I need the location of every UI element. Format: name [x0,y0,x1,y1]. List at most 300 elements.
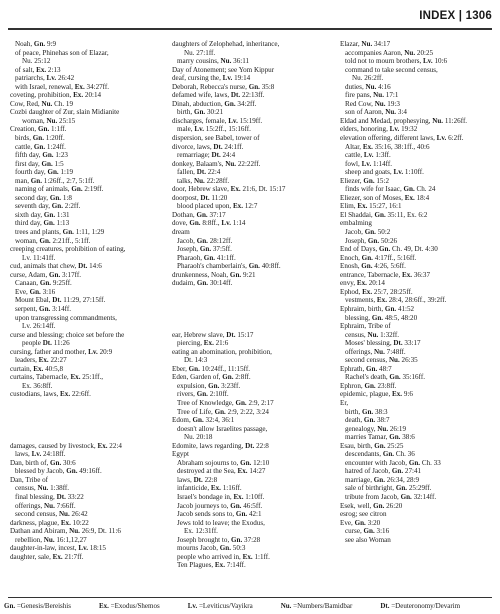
index-entry [172,185,330,194]
entry-reference: 25:15 [57,116,76,125]
entry-text: son of Aaron, [345,108,386,117]
book-abbreviation: Ex. [402,270,413,279]
entry-reference: 15:2ff., 15:16ff. [204,125,251,134]
entry-reference: 28:12ff. [207,236,233,245]
entry-reference: 21:6, Dt. 15:17 [240,185,286,194]
entry-reference: 14:27 [247,467,266,476]
column-spacer [10,425,160,434]
entry-text: blood placed upon, [177,202,233,211]
entry-text: esrog; see citron [340,510,387,519]
index-entry [340,134,495,143]
entry-reference: 6:2ff. [446,134,464,143]
index-entry [340,245,495,254]
index-entry [340,510,495,519]
book-abbreviation: Ex. [97,441,108,450]
book-abbreviation: Ex. [60,518,71,527]
entry-reference: 48:5, 48:20 [383,313,418,322]
index-entry [10,502,160,511]
entry-reference: 38:3 [373,407,388,416]
entry-text: Tree of Knowledge, [177,398,236,407]
entry-reference: 11:29, 27:15ff. [61,296,106,305]
index-entry [10,237,160,246]
entry-text: dove, [172,219,190,228]
entry-text: Altar, [345,142,363,151]
index-entry [10,168,160,177]
index-entry [340,390,495,399]
book-abbreviation: Nu. [388,356,400,365]
abbreviation-key [4,602,496,610]
page-title: INDEX | 1306 [419,10,492,22]
entry-text: Ephraim, Tribe of [340,322,391,331]
entry-reference: 9:6 [402,390,413,399]
entry-text: third day, [15,219,44,228]
index-entry [340,271,495,280]
entry-reference: 30:6 [61,458,76,467]
entry-text: people who arrived in, [177,552,243,561]
entry-reference: 22:8 [254,441,269,450]
entry-reference: 16:1,12,27 [54,535,87,544]
entry-reference: 3:20 [365,518,381,527]
entry-reference: 26:20 [384,501,403,510]
index-entry [172,117,330,126]
book-abbreviation: Gn. [196,279,209,288]
index-entry [340,314,495,323]
book-abbreviation: Ex. [36,65,47,74]
book-abbreviation: Gn. [196,390,208,399]
index-entry [10,348,160,357]
book-abbreviation: Nu. [377,424,389,433]
entry-text: Elazar, [340,40,362,48]
entry-text: see also Woman [345,535,391,544]
book-abbreviation: Lv. [88,347,98,356]
entry-reference: 9:21 [241,270,256,279]
entry-reference: 15:2 [374,176,389,185]
column-spacer [172,288,330,297]
entry-reference: 1:32ff. [378,330,400,339]
entry-text: custodians, laws, [10,390,61,399]
entry-text: second census, [15,510,59,519]
column-spacer [172,296,330,305]
entry-text: curtains, Tabernacle, [10,373,71,382]
entry-text: serpent, [15,304,40,313]
index-entry [340,125,495,134]
entry-text: deaf, cursing the, [172,74,223,83]
index-entry [10,271,160,280]
index-entry [10,151,160,160]
entry-text: fifth day, [15,151,43,160]
book-abbreviation: Gn. [30,176,43,185]
entry-reference: 1:14ff. [371,159,392,168]
index-entry [340,296,495,305]
index-entry [340,57,495,66]
entry-text: Eldad and Medad, prophesying, [340,116,433,125]
book-abbreviation: Gn. [49,270,61,279]
index-entry [172,57,330,66]
index-entry [172,211,330,220]
entry-text: people [22,339,43,348]
book-abbreviation: Ex. [362,287,373,296]
book-abbreviation: Gn. [395,484,408,493]
entry-reference: 20:14 [83,91,102,100]
entry-reference: 26:42 [69,510,88,519]
index-entry [10,202,160,211]
entry-text: curse and blessing; choice set before the [10,330,125,339]
entry-text: Dinah, abduction, [172,99,225,108]
book-abbreviation: Ex. [52,552,63,561]
entry-text: genealogy, [345,424,378,433]
entry-text: talks, [177,176,194,185]
book-abbreviation: Ex. [376,296,387,305]
index-entry [10,476,160,485]
abbreviation-meaning: =Leviticus/Vayikra [197,602,253,610]
index-entry [10,211,160,220]
book-abbreviation: Gn. [33,40,46,48]
book-abbreviation: Gn. [192,416,204,425]
abbreviation: Ex. [98,602,109,610]
book-abbreviation: Gn. [49,193,62,202]
entry-text: laws, [177,475,194,484]
book-abbreviation: Gn. [229,270,242,279]
index-entry [172,83,330,92]
entry-reference: 22:13ff. [240,91,265,100]
entry-text: Jacob sends sons to, [177,510,236,519]
index-entry [10,450,160,459]
index-entry [172,433,330,442]
entry-reference: 7:14ff. [224,561,246,570]
column-spacer [10,416,160,425]
book-abbreviation: Gn. [373,501,385,510]
entry-reference: 24:18ff. [41,450,66,459]
book-abbreviation: Ex. [73,91,84,100]
index-entry [172,442,330,451]
entry-text: blessed by Jacob, [15,467,67,476]
entry-reference: 1:20ff. [43,134,65,143]
entry-reference: Ch. 19 [52,99,74,108]
index-entry [172,416,330,425]
entry-text: curse, [345,527,364,536]
entry-reference: 10:6 [432,57,448,66]
book-abbreviation: Gn. [235,398,247,407]
index-entry [172,202,330,211]
index-entry [10,519,160,528]
entry-text: Lv. 11:41ff. [22,253,56,262]
entry-text: of salt, [15,65,37,74]
entry-reference: 1:10ff. [243,492,265,501]
entry-text: curtain, [10,364,34,373]
index-entry [340,416,495,425]
index-entry [340,493,495,502]
entry-reference: 24:1ff. [222,142,244,151]
entry-text: creeping creatures, prohibition of eating, [10,245,126,254]
entry-reference: 26:9, Dt. 11:6 [79,527,121,536]
index-entry [10,536,160,545]
entry-text: Nu. 26:2ff. [352,74,384,83]
abbreviation-meaning: =Numbers/Bamidbar [291,602,353,610]
index-entry [10,160,160,169]
entry-text: ear, Hebrew slave, [172,330,227,339]
entry-text: census, [15,484,38,493]
index-entry [340,211,495,220]
index-entry [10,254,160,263]
entry-reference: 14:6 [87,262,102,271]
entry-text: trees and plants, [15,228,63,237]
entry-reference: 26:42 [56,74,75,83]
index-entry [340,100,495,109]
index-entry [172,476,330,485]
entry-text: Ten Plagues, [177,561,215,570]
abbreviation-key-item [380,602,474,610]
entry-text: remarriage; [177,151,212,160]
book-abbreviation: Gn. [364,381,376,390]
index-entry [172,536,330,545]
index-entry [10,296,160,305]
entry-text: Ex. 36:8ff. [22,381,53,390]
entry-reference: 1:10ff. [403,168,424,177]
abbreviation-meaning: =Deuteronomy/Devarim [389,602,461,610]
book-abbreviation: Gn. [391,467,404,476]
index-entry [10,125,160,134]
entry-reference: 1:13 [54,219,70,228]
index-entry [172,493,330,502]
entry-text: sale of birthright, [345,484,396,493]
entry-text: Dan, birth of, [10,458,50,467]
entry-reference: 15:19ff. [237,116,263,125]
entry-reference: 48:7 [377,364,392,373]
entry-reference: 20:25 [415,48,434,57]
entry-text: death, [345,416,364,425]
column-spacer [172,314,330,323]
entry-reference: 4:16 [376,82,391,91]
book-abbreviation: Nu. [361,40,373,48]
index-entry [340,262,495,271]
column-spacer [10,399,160,408]
index-entry [10,382,160,391]
book-abbreviation: Lv. [436,134,447,143]
index-entry [340,331,495,340]
index-entry [172,151,330,160]
book-abbreviation: Gn. [199,245,212,254]
index-entry [10,117,160,126]
entry-reference: 2:10ff. [207,390,229,399]
index-entry [340,66,495,75]
book-abbreviation: Gn. [248,262,260,271]
index-entry [172,348,330,357]
entry-reference: 50:26 [379,236,398,245]
entry-text: infanticide, [177,484,211,493]
entry-text: elders, honoring, [340,125,390,134]
book-abbreviation: Gn. [37,125,50,134]
book-abbreviation: Nu. [193,176,205,185]
book-abbreviation: Ex. [70,373,81,382]
index-entry [10,493,160,502]
index-entry [340,348,495,357]
entry-reference: 4:17ff., 5:16ff. [372,253,417,262]
entry-reference: 3:14ff. [50,304,72,313]
entry-text: birds, [15,134,33,143]
index-entry [340,305,495,314]
book-abbreviation: Gn. [408,458,421,467]
entry-reference: 19:14 [232,74,251,83]
index-column-1 [10,40,160,561]
entry-reference: 1:24ff. [45,142,66,151]
entry-reference: 22:4 [107,441,122,450]
entry-text: Esau, birth, [340,441,375,450]
book-abbreviation: Gn. [248,82,260,91]
entry-text: Eliezer, son of Moses, [340,193,405,202]
entry-text: Joseph, [345,236,368,245]
index-entry [10,262,160,271]
book-abbreviation: Nu. [374,347,385,356]
entry-reference: 27:41 [403,467,422,476]
entry-text: sheep and goats, [345,168,394,177]
entry-reference: 22:8 [202,475,218,484]
index-entry [172,544,330,553]
entry-reference: 25:29ff. [407,484,432,493]
book-abbreviation: Gn. [240,458,252,467]
index-entry [340,279,495,288]
book-abbreviation: Gn. [39,304,51,313]
entry-text: curse, Adam, [10,270,50,279]
entry-reference: 2:8ff. [233,373,251,382]
entry-text: darkness, plague, [10,518,61,527]
book-abbreviation: Nu. [43,535,55,544]
abbreviation-meaning: =Exodus/Shemos [108,602,160,610]
book-abbreviation: Gn. [384,304,397,313]
column-spacer [10,433,160,442]
book-abbreviation: Ex. [232,202,244,211]
entry-text: Pharaoh, [177,253,204,262]
entry-reference: 20:9 [97,347,113,356]
entry-text: upon transgressing commandments, [15,313,117,322]
index-entry [10,194,160,203]
entry-text: Ex. 12:31ff. [184,527,218,536]
entry-reference: 37:17 [207,210,226,219]
book-abbreviation: Nu. [37,484,49,493]
entry-text: Eber, [172,364,189,373]
bottom-rule [8,597,492,598]
entry-reference: 49:16ff. [77,467,102,476]
abbreviation-key-item [99,602,174,610]
entry-reference: 25:1ff., [80,373,104,382]
book-abbreviation: Gn. [42,151,54,160]
index-entry [340,356,495,365]
entry-reference: 1:23 [53,151,68,160]
entry-text: destroyed at the Sea, [177,467,238,476]
book-abbreviation: Ex. [357,202,368,211]
index-entry [340,425,495,434]
entry-reference: 1:1ff. [49,125,67,134]
entry-text: Tree of Life, [177,407,215,416]
entry-reference: 32:14ff. [411,492,437,501]
index-entry [172,502,330,511]
entry-text: Deborah, Rebecca's nurse, [172,82,249,91]
entry-reference: 2:19ff. [82,185,104,194]
entry-text: Ephod, [340,287,363,296]
entry-text: Edomite, laws regarding, [172,441,246,450]
entry-text: duties, [345,82,366,91]
entry-text: sixth day, [15,210,44,219]
entry-text: End of Days, [340,245,380,254]
index-entry [10,108,160,117]
entry-reference: Ch. 24 [414,185,436,194]
index-entry [10,83,160,92]
index-entry [172,408,330,417]
book-abbreviation: Dt. [200,193,210,202]
index-entry [10,57,160,66]
entry-text: told not to mourn brothers, [345,57,424,66]
entry-text: Eliezer, [340,176,364,185]
entry-text: marries Tamar, [345,433,390,442]
index-entry [10,245,160,254]
entry-reference: 4:26, 5:6ff. [372,262,406,271]
entry-text: census, [345,330,368,339]
index-entry [10,553,160,562]
entry-reference: 32:4, 36:1 [203,416,235,425]
entry-reference: 34:2ff. [235,99,257,108]
index-entry [10,279,160,288]
entry-text: Jews told to leave; the Exodus, [177,518,265,527]
entry-reference: 1:14 [231,219,246,228]
book-abbreviation: Ex. [242,552,253,561]
index-entry [172,168,330,177]
entry-text: Ephraim, birth, [340,304,385,313]
entry-reference: 37:5ff. [211,245,232,254]
entry-text: male, [177,125,195,134]
index-entry [10,510,160,519]
page-header [0,10,500,30]
index-entry [10,228,160,237]
entry-reference: 11:26 [51,339,70,348]
entry-text: second census, [345,356,389,365]
book-abbreviation: Dt. [230,91,241,100]
book-abbreviation: Gn. [50,458,62,467]
book-abbreviation: Gn. [196,236,208,245]
book-abbreviation: Gn. [71,185,83,194]
book-abbreviation: Gn. [62,228,74,237]
entry-reference: Ch. 49, Dt. 4:30 [390,245,438,254]
index-entry [10,373,160,382]
entry-text: Eve, [340,518,355,527]
book-abbreviation: Gn. [364,228,376,237]
book-abbreviation: Gn. [203,253,216,262]
entry-reference: 30:14ff. [208,279,233,288]
entry-text: woman, [15,236,40,245]
entry-reference: 3:4 [396,108,407,117]
book-abbreviation: Ex. [362,142,373,151]
entry-text: Esek, well, [340,501,374,510]
entry-text: offerings, [15,501,45,510]
book-abbreviation: Gn. [188,364,200,373]
entry-text: divorce, laws, [172,142,214,151]
book-abbreviation: Gn. [361,407,374,416]
index-entry [172,553,330,562]
book-abbreviation: Gn. [43,219,55,228]
entry-text: Mount Ebal, [15,296,53,305]
book-abbreviation: Gn. [39,236,51,245]
entry-reference: 20:14 [366,279,385,288]
entry-text: damages, caused by livestock, [10,441,98,450]
book-abbreviation: Gn. [361,262,373,271]
entry-text: daughters of Zelophehad, inheritance, [172,40,280,48]
index-entry [340,433,495,442]
book-abbreviation: Gn. [363,176,375,185]
index-entry [10,100,160,109]
index-entry [340,74,495,83]
index-entry [172,237,330,246]
entry-reference: 2:21ff., 5:1ff. [50,236,91,245]
entry-reference: 24:4 [220,151,236,160]
book-abbreviation: Nu. [404,48,416,57]
